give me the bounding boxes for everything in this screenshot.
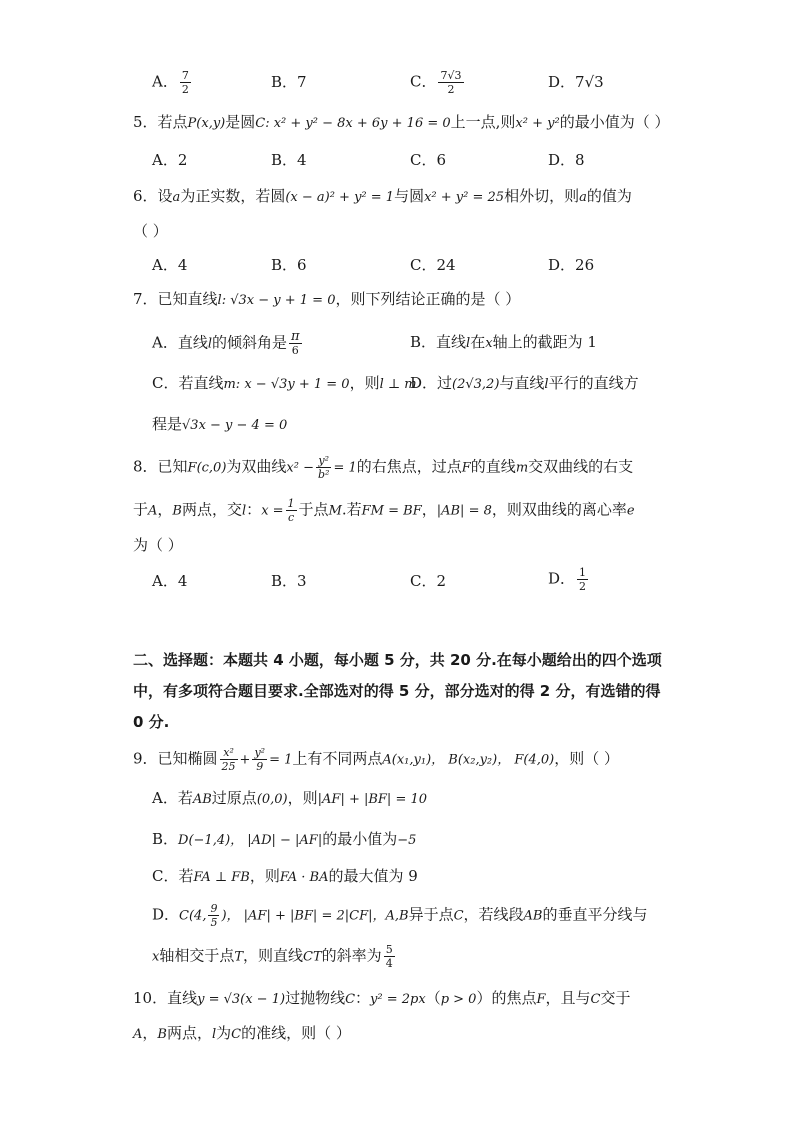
q7b-text: B．直线 xyxy=(410,333,467,351)
fraction-denominator: b² xyxy=(318,468,330,481)
q10-math: y = √3(x − 1) xyxy=(197,992,286,1007)
fraction-denominator: 9 xyxy=(256,760,264,773)
option-label: C． xyxy=(410,72,437,91)
fraction-denominator: 2 xyxy=(447,83,455,96)
q6-option-d: D．26 xyxy=(548,256,595,274)
q9d-text: 轴相交于点 xyxy=(159,946,235,965)
fraction xyxy=(286,497,297,524)
q9b-text: 的最小值为 xyxy=(322,830,398,848)
q10-text: 过抛物线 xyxy=(285,989,346,1007)
q7d-text: 与直线 xyxy=(499,374,545,392)
q10-math: p > 0 xyxy=(440,992,477,1007)
q8-text: 两点，交 xyxy=(181,500,242,519)
q9a-text: ，则 xyxy=(287,789,318,807)
q6-text: 6．设 xyxy=(133,187,173,205)
q9d-math: x xyxy=(152,949,160,965)
q10-text: 为 xyxy=(216,1024,232,1042)
q8-math: F xyxy=(461,460,471,476)
q9-math: = 1 xyxy=(269,752,293,768)
q10-text: （ xyxy=(425,989,441,1007)
q8-text: 的右焦点，过点 xyxy=(356,457,462,476)
q10-text: 10．直线 xyxy=(133,989,198,1007)
q7-text: ，则下列结论正确的是（ ） xyxy=(335,290,521,308)
q7-option-d-continued xyxy=(152,414,287,436)
q6-math: a xyxy=(579,190,587,205)
q8-text: 于 xyxy=(133,500,149,519)
q8-text: 交双曲线的右支 xyxy=(528,457,634,476)
fraction xyxy=(220,746,238,773)
q4-option-d: D．7√3 xyxy=(548,73,604,91)
q7c-text: C．若直线 xyxy=(152,374,224,392)
q9d-math: )， |AF| + |BF| = 2|CF|， xyxy=(221,908,386,924)
question-10-line-2 xyxy=(133,1023,351,1045)
question-5 xyxy=(133,112,669,134)
q7c-math: l ⊥ m xyxy=(379,377,417,392)
question-8-line-2 xyxy=(133,497,635,524)
q8-math: l xyxy=(242,503,247,519)
q4-option-a xyxy=(152,69,193,96)
q9-option-d-continued xyxy=(152,943,397,970)
q10-text: ， xyxy=(142,1024,158,1042)
q7b-text: 轴上的截距为 1 xyxy=(492,333,597,351)
q6-text: 相外切，则 xyxy=(504,187,580,205)
question-9 xyxy=(133,746,619,773)
q10-math: C xyxy=(590,992,601,1007)
q7d-math: √3x − y − 4 = 0 xyxy=(182,418,288,433)
q6-math: (x − a)² + y² = 1 xyxy=(285,190,395,205)
fraction xyxy=(289,330,302,357)
q6-answer-blank: （ ） xyxy=(133,222,168,240)
q9-option-a xyxy=(152,788,427,810)
fraction-denominator: c xyxy=(287,511,295,524)
q9-option-c xyxy=(152,866,418,888)
fraction xyxy=(316,454,331,481)
fraction-numerator: 7√3 xyxy=(440,69,462,82)
q8-option-b: B．3 xyxy=(271,572,307,590)
section-2-heading: 二、选择题：本题共 4 小题，每小题 5 分，共 20 分.在每小题给出的四个选项中，有多项符合题目要求.全部选对的得 5 分，部分选对的得 2 分，有选错的得 0 分. xyxy=(133,651,662,731)
q9-text: ，则（ ） xyxy=(554,749,619,768)
q9c-math: FA · BA xyxy=(279,870,329,885)
q7d-math: l xyxy=(544,377,549,392)
q9d-math: T xyxy=(234,949,244,965)
q9-option-b xyxy=(152,829,416,851)
q7a-math: l xyxy=(207,336,213,352)
q8-option-c: C．2 xyxy=(410,572,447,590)
q9a-text: A．若 xyxy=(152,789,193,807)
q7b-math: l xyxy=(466,336,471,351)
fraction-numerator: 1 xyxy=(579,566,587,579)
q7c-text: ，则 xyxy=(349,374,380,392)
fraction-denominator: 4 xyxy=(385,957,393,970)
q9d-text: 的垂直平分线与 xyxy=(542,905,648,924)
q8-math: F(c,0) xyxy=(187,460,227,476)
q4-option-c xyxy=(410,69,466,96)
q6-text: 的值为 xyxy=(586,187,632,205)
q9c-text: C．若 xyxy=(152,867,194,885)
fraction-numerator: y² xyxy=(316,454,331,468)
q9-text: 上有不同两点 xyxy=(292,749,383,768)
fraction xyxy=(438,69,463,96)
q7-math: l: √3x − y + 1 = 0 xyxy=(217,293,336,308)
q8-math: = 1 xyxy=(333,460,357,476)
q7b-text: 在 xyxy=(470,333,486,351)
q9a-math: AB xyxy=(192,792,212,807)
option-label: D． xyxy=(548,569,576,588)
q8-math: e xyxy=(626,503,635,519)
q7a-text: A．直线 xyxy=(152,333,208,352)
fraction-numerator: 9 xyxy=(210,902,218,915)
q9c-text: 的最大值为 9 xyxy=(328,867,418,885)
fraction-numerator: x² xyxy=(220,746,238,760)
fraction xyxy=(384,943,395,970)
q9-option-d xyxy=(152,902,648,929)
q9d-text: ，则直线 xyxy=(243,946,304,965)
q5-math: x² + y² xyxy=(515,116,560,131)
question-7 xyxy=(133,289,520,311)
q5-text: 的最小值为（ ） xyxy=(559,113,670,131)
q8-text: 为双曲线 xyxy=(226,457,287,476)
fraction xyxy=(577,566,588,593)
q10-text: 两点， xyxy=(166,1024,212,1042)
q6-math: a xyxy=(172,190,181,205)
q5-text: 上一点,则 xyxy=(450,113,516,131)
q8-text: 8．已知 xyxy=(133,457,188,476)
q10-text: ，且与 xyxy=(545,989,591,1007)
q6-text: 与圆 xyxy=(394,187,425,205)
question-8 xyxy=(133,454,633,481)
q6-math: x² + y² = 25 xyxy=(424,190,505,205)
fraction-denominator: 2 xyxy=(181,83,189,96)
q10-text: 交于 xyxy=(600,989,631,1007)
q7-option-b xyxy=(410,332,597,354)
fraction-denominator: 6 xyxy=(291,344,299,357)
q8-math: m xyxy=(515,460,529,476)
q9c-text: ，则 xyxy=(249,867,280,885)
question-8-line-3: 为（ ） xyxy=(133,536,183,554)
q8-text: ，则双曲线的离心率 xyxy=(491,500,627,519)
fraction-denominator: 5 xyxy=(210,916,218,929)
q10-text: ）的焦点 xyxy=(476,989,537,1007)
q9d-math: AB xyxy=(523,908,543,924)
fraction-numerator: y² xyxy=(254,746,266,759)
q10-math: B xyxy=(157,1027,167,1042)
q8-math: x² − xyxy=(286,460,314,476)
q7d-text: 平行的直线方 xyxy=(548,374,639,392)
q9d-text: ，若线段 xyxy=(463,905,524,924)
q7-option-d xyxy=(410,373,639,395)
q9d-math: C xyxy=(453,908,464,924)
q7b-math: x xyxy=(485,336,493,351)
q9b-math: −5 xyxy=(397,833,417,848)
q5-option-b: B．4 xyxy=(271,151,307,169)
q9d-text: 异于点 xyxy=(408,905,454,924)
q9b-text: B． xyxy=(152,830,179,848)
q7d-text: 程是 xyxy=(152,415,183,433)
q10-text: ： xyxy=(355,989,371,1007)
q8-text: ， xyxy=(157,500,173,519)
q8-text: 于点 xyxy=(298,500,329,519)
fraction-numerator: 7 xyxy=(181,69,189,82)
fraction-numerator: 5 xyxy=(385,943,393,956)
q9a-text: 过原点 xyxy=(211,789,257,807)
q5-text: 5．若点 xyxy=(133,113,188,131)
fraction-denominator: 25 xyxy=(221,760,236,773)
fraction-numerator: 1 xyxy=(287,497,295,510)
q8-option-d xyxy=(548,566,590,593)
q8-math: A xyxy=(148,503,158,519)
q10-math: F xyxy=(536,992,546,1007)
q9b-math: D(−1,4)， |AD| − |AF| xyxy=(178,833,323,848)
q10-math: C xyxy=(231,1027,242,1042)
option-label: A． xyxy=(152,72,178,91)
fraction-denominator: 2 xyxy=(579,580,587,593)
q6-option-a: A．4 xyxy=(152,256,188,274)
q8-text: .若 xyxy=(341,500,362,519)
q8-math: B xyxy=(172,503,182,519)
q8-text: ： xyxy=(246,500,262,519)
q7d-text: D．过 xyxy=(410,374,453,392)
q9-math: + xyxy=(239,752,251,768)
q9a-math: |AF| + |BF| = 10 xyxy=(317,792,428,807)
q8-math: |AB| = 8 xyxy=(436,503,492,519)
fraction-numerator: π xyxy=(291,329,300,344)
q7-option-a xyxy=(152,330,304,357)
q9a-math: (0,0) xyxy=(256,792,288,807)
q8-math: FM = BF xyxy=(361,503,422,519)
q9d-text: 的斜率为 xyxy=(321,946,382,965)
q9-text: 9．已知椭圆 xyxy=(133,749,218,768)
fraction xyxy=(252,746,267,773)
q7d-math: (2√3,2) xyxy=(452,377,500,392)
q10-math: A xyxy=(133,1027,143,1042)
q7c-math: m: x − √3y + 1 = 0 xyxy=(223,377,350,392)
fraction xyxy=(208,902,219,929)
q7-text: 7．已知直线 xyxy=(133,290,218,308)
q9c-math: FA ⊥ FB xyxy=(193,870,250,885)
q9d-text: D． xyxy=(152,905,180,924)
q10-math: y² = 2px xyxy=(370,992,426,1007)
q10-math: l xyxy=(211,1027,217,1042)
q8-math: M xyxy=(328,503,342,519)
fraction xyxy=(180,69,191,96)
q8-option-a: A．4 xyxy=(152,572,188,590)
q4-option-b: B．7 xyxy=(271,73,307,91)
q10-text: 的准线，则（ ） xyxy=(241,1024,351,1042)
q5-math: C: x² + y² − 8x + 6y + 16 = 0 xyxy=(255,116,451,131)
q6-text: 为正实数，若圆 xyxy=(180,187,286,205)
q7-option-c xyxy=(152,373,417,395)
q8-text: 的直线 xyxy=(470,457,516,476)
q5-option-a: A．2 xyxy=(152,151,188,169)
q6-option-b: B．6 xyxy=(271,256,307,274)
q7a-text: 的倾斜角是 xyxy=(212,333,288,352)
q9d-math: A,B xyxy=(385,908,409,924)
q5-option-d: D．8 xyxy=(548,151,585,169)
q8-text: ， xyxy=(421,500,437,519)
question-6 xyxy=(133,186,632,208)
q5-option-c: C．6 xyxy=(410,151,447,169)
q5-math: P(x,y) xyxy=(187,116,226,131)
q10-math: C xyxy=(345,992,356,1007)
q9-math: A(x₁,y₁)， B(x₂,y₂)， F(4,0) xyxy=(382,752,555,768)
q6-option-c: C．24 xyxy=(410,256,456,274)
q9d-math: C(4, xyxy=(179,908,207,924)
q8-math: x = xyxy=(261,503,284,519)
q5-text: 是圆 xyxy=(225,113,256,131)
question-10 xyxy=(133,988,630,1010)
q9d-math: CT xyxy=(303,949,322,965)
